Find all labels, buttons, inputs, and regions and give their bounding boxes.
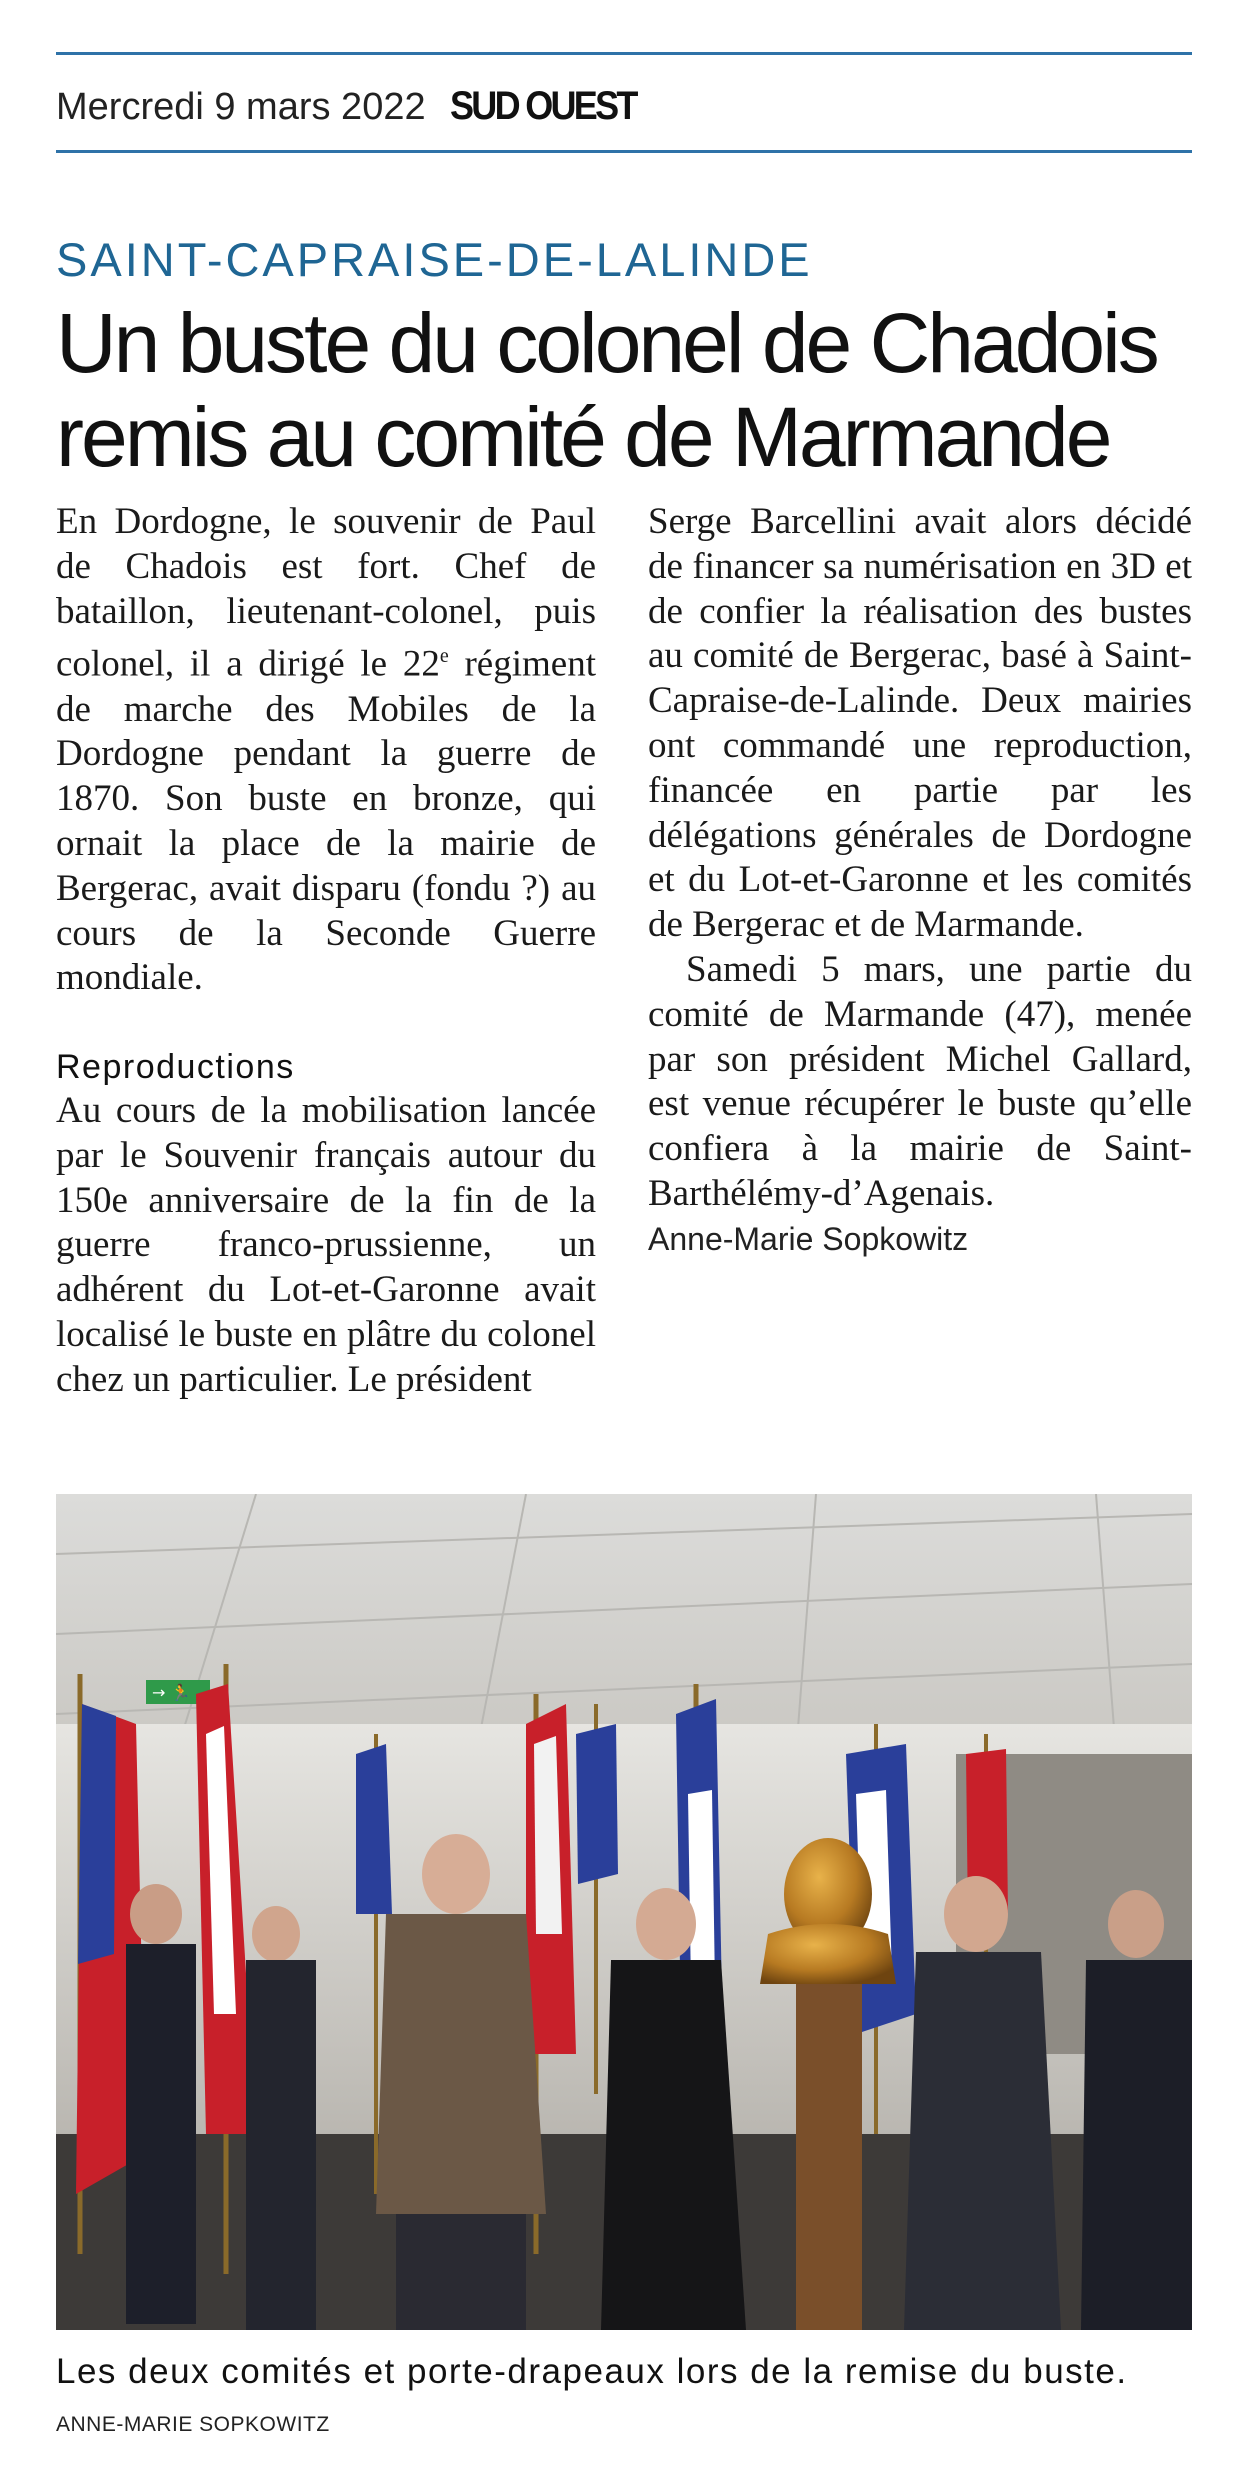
article-column-right — [648, 500, 1192, 1261]
paragraph-intro: En Dordogne, le souvenir de Paul de Chadois est fort. Chef de bataillon, lieutenant-colonel, puis colonel, il a dirigé le 22e régiment de marche des Mobiles de la Dordogne pendant la guerre de 1870. Son buste en bronze, qui ornait la place de la mairie de Bergerac, avait disparu (fondu ?) au cours de la Seconde Guerre mondiale. — [56, 501, 596, 999]
location-kicker: SAINT-CAPRAISE-DE-LALINDE — [56, 233, 813, 286]
top-rule — [56, 52, 1192, 55]
photo-credit: ANNE-MARIE SOPKOWITZ — [56, 2413, 330, 2436]
headline — [56, 296, 1196, 484]
masthead — [56, 84, 656, 140]
caption-text: Les deux comités et porte-drapeaux lors de la remise du buste. — [56, 2352, 1128, 2391]
edition-date: Mercredi 9 mars 2022 — [56, 86, 426, 128]
headline-line-1: Un buste du colonel de Chadois — [56, 296, 1157, 390]
headline-line-2: remis au comité de Marmande — [56, 390, 1110, 484]
photo-caption — [56, 2348, 1196, 2449]
exit-sign-icon: → 🏃 — [152, 1683, 191, 1702]
paragraph-saturday: Samedi 5 mars, une partie du comité de Marmande (47), menée par son président Michel Gallard, est venue récupérer le buste qu’elle confiera à la mairie de Saint-Barthélémy-d’Agenais. — [648, 948, 1192, 1214]
pedestal — [796, 1974, 862, 2330]
subheading: Reproductions — [56, 1048, 295, 1087]
newspaper-logo: SUD OUEST — [449, 84, 636, 128]
article-column-left — [56, 500, 596, 1403]
article-photo — [56, 1494, 1192, 2330]
paragraph-continued: Serge Barcellini avait alors décidé de financer sa numérisation en 3D et de confier la réalisation des bustes au comité de Bergerac, basé à Saint-Capraise-de-Lalinde. Deux mairies ont commandé une reproduction, financée en partie par les délégations générales de Dordogne et du Lot-et-Garonne et les comités de Bergerac et de Marmande. — [648, 501, 1192, 946]
bottom-rule — [56, 150, 1192, 153]
paragraph-reproductions: Au cours de la mobilisation lancée par le Souvenir français autour du 150e anniversaire de la fin de la guerre franco-prussienne, un adhérent du Lot-et-Garonne avait localisé le buste en plâtre du colonel chez un particulier. Le président — [56, 1090, 596, 1400]
ceremony-photo-illustration — [56, 1494, 1192, 2330]
author-byline: Anne-Marie Sopkowitz — [648, 1220, 969, 1257]
